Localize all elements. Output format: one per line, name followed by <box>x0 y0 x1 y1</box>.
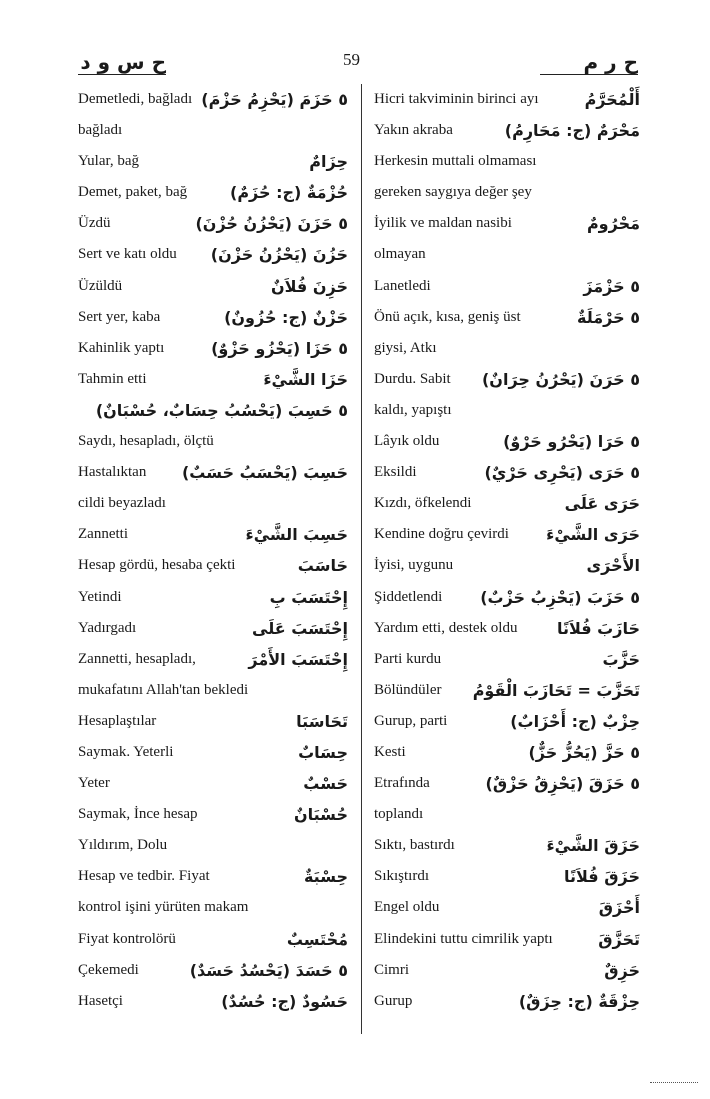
dictionary-entry <box>78 177 348 208</box>
dictionary-entry <box>374 302 640 333</box>
entry-arabic: حَزُنَ (يَحْزُنُ حَزْنَ) <box>210 245 348 265</box>
dictionary-entry <box>374 177 640 208</box>
header-rule-right <box>540 74 638 75</box>
entry-translation: Sıkıştırdı <box>374 868 430 885</box>
entry-arabic: حُزْمَةٌ (ج: حُزَمٌ) <box>230 183 348 203</box>
dictionary-entry <box>78 239 348 270</box>
entry-arabic: إِحْتَسَبَ بِ <box>269 587 348 607</box>
entry-translation: kontrol işini yürüten makam <box>78 899 249 916</box>
dictionary-entry <box>374 582 640 613</box>
page-header <box>0 48 710 76</box>
entry-arabic: حَسُودٌ (ج: حُسُدٌ) <box>221 991 348 1011</box>
entry-translation: Engel oldu <box>374 899 440 916</box>
dictionary-entry <box>374 239 640 270</box>
entry-arabic: حَسْبٌ <box>303 774 348 794</box>
dictionary-entry <box>374 146 640 177</box>
entry-arabic: حَسِبَ (يَحْسَبُ حَسَبٌ) <box>181 463 348 483</box>
entry-arabic: إِحْتَسَبَ الأَمْرَ <box>248 649 348 669</box>
entry-arabic: حَرَى الشَّيْءَ <box>546 525 640 545</box>
entry-translation: Eksildi <box>374 464 417 481</box>
dictionary-entry <box>374 519 640 550</box>
dictionary-entry <box>374 675 640 706</box>
entry-translation: Kahinlik yaptı <box>78 339 165 356</box>
entry-arabic: ٥ حَزَنَ (يَحْزُنُ حُزْنَ) <box>195 214 348 234</box>
entry-translation: Yardım etti, destek oldu <box>374 619 518 636</box>
entry-translation: Hicri takviminin birinci ayı <box>374 91 539 107</box>
entry-arabic: تَحَاسَبَا <box>296 711 348 731</box>
entry-arabic: حَازَبَ فُلاَنًا <box>556 618 640 638</box>
entry-translation: Fiyat kontrolörü <box>78 930 176 947</box>
dictionary-entry <box>78 271 348 302</box>
dictionary-entry <box>78 457 348 488</box>
dictionary-entry <box>78 892 348 923</box>
dictionary-entry <box>78 208 348 239</box>
dictionary-entry <box>78 519 348 550</box>
dictionary-entry <box>78 768 348 799</box>
entry-translation: Zannetti, hesapladı, <box>78 650 196 667</box>
entry-arabic: حَزَقَ الشَّيْءَ <box>546 836 640 856</box>
entry-arabic: حَزِنَ فُلاَنٌ <box>271 276 348 296</box>
entry-arabic: تَحَزَّقَ <box>598 929 640 949</box>
dictionary-entry <box>374 457 640 488</box>
entry-translation: Kesti <box>374 743 406 760</box>
dictionary-entry <box>374 84 640 115</box>
entry-arabic: ٥ حَزَا (يَحْزُو حَزْوٌ) <box>211 338 348 358</box>
entry-translation: Üzüldü <box>78 277 123 294</box>
entry-translation: giysi, Atkı <box>374 339 437 356</box>
entry-translation: mukafatını Allah'tan bekledi <box>78 681 249 698</box>
entry-translation: Sert ve katı oldu <box>78 246 177 263</box>
dictionary-entry <box>374 799 640 830</box>
entry-translation: Hastalıktan <box>78 464 147 481</box>
entry-translation: cildi beyazladı <box>78 495 166 512</box>
dictionary-entry <box>78 426 348 457</box>
entry-arabic: ٥ حَرَى (يَحْرِى حَرْيٌ) <box>484 463 640 483</box>
dictionary-entry <box>78 146 348 177</box>
entry-arabic: ٥ حَرَنَ (يَحْرُنُ حِرَانٌ) <box>481 369 640 389</box>
dictionary-entry <box>374 768 640 799</box>
entry-translation: toplandı <box>374 806 424 823</box>
dictionary-entry <box>78 84 348 115</box>
column-divider <box>361 84 362 1034</box>
entry-arabic: تَحَزَّبَ = تَحَازَبَ الْقَوْمُ <box>472 680 640 700</box>
entry-translation: Şiddetlendi <box>374 588 443 605</box>
dictionary-entry <box>374 644 640 675</box>
dictionary-entry <box>78 550 348 581</box>
entry-arabic: حِزْبٌ (ج: أَحْزَابٌ) <box>510 711 640 731</box>
entry-arabic: أَلْمُحَرَّمُ <box>584 90 640 109</box>
dictionary-entry <box>374 208 640 239</box>
entry-translation: gereken saygıya değer şey <box>374 184 532 201</box>
dictionary-entry <box>78 861 348 892</box>
entry-translation: kaldı, yapıştı <box>374 401 452 418</box>
dictionary-entry <box>374 830 640 861</box>
entry-arabic: ٥ حَزَبَ (يَحْزِبُ حَزْبٌ) <box>480 587 640 607</box>
entry-arabic: ٥ حَزَقَ (يَحْزِقُ حَزْقٌ) <box>485 774 640 794</box>
entry-translation: Hesap ve tedbir. Fiyat <box>78 868 210 885</box>
left-column <box>78 84 348 1017</box>
dictionary-entry <box>374 550 640 581</box>
entry-translation: Hesap gördü, hesaba çekti <box>78 557 236 574</box>
dictionary-entry <box>78 955 348 986</box>
dictionary-entry <box>374 426 640 457</box>
entry-arabic: حَزَّبَ <box>602 649 640 669</box>
entry-arabic: ٥ حَزْمَزَ <box>583 276 640 296</box>
dictionary-entry <box>374 924 640 955</box>
dictionary-entry <box>374 861 640 892</box>
dictionary-entry <box>78 613 348 644</box>
entry-translation: Sıktı, bastırdı <box>374 837 455 854</box>
footer-mark <box>650 1082 698 1083</box>
entry-translation: Hesaplaştılar <box>78 712 157 729</box>
entry-arabic: مَحْرَمٌ (ج: مَحَارِمُ) <box>504 121 640 141</box>
right-column <box>374 84 640 1017</box>
entry-translation: Saydı, hesapladı, ölçtü <box>78 433 214 450</box>
header-right-root: ح ر م <box>583 50 638 74</box>
entry-translation: Durdu. Sabit <box>374 370 451 387</box>
entry-translation: Cimri <box>374 961 410 978</box>
entry-arabic: حِسْبَةٌ <box>303 867 348 887</box>
entry-arabic: ٥ حَسِبَ (يَحْسُبُ حِسَابٌ، حُسْبَانٌ) <box>95 400 348 420</box>
entry-arabic: ٥ حَزَمَ (يَحْزِمُ حَزْمَ) <box>201 90 348 109</box>
dictionary-entry <box>78 582 348 613</box>
entry-translation: olmayan <box>374 246 426 263</box>
entry-translation: Saymak. Yeterli <box>78 743 174 760</box>
dictionary-entry <box>374 333 640 364</box>
entry-translation: Yakın akraba <box>374 122 453 139</box>
entry-arabic: حَزَقَ فُلاَنًا <box>564 867 640 887</box>
entry-translation: Kendine doğru çevirdi <box>374 526 509 543</box>
entry-translation: bağladı <box>78 122 123 139</box>
dictionary-entry <box>78 986 348 1017</box>
entry-translation: Parti kurdu <box>374 650 442 667</box>
entry-translation: Çekemedi <box>78 961 139 978</box>
dictionary-entry <box>374 737 640 768</box>
entry-translation: Önü açık, kısa, geniş üst <box>374 308 521 325</box>
dictionary-entry <box>374 892 640 923</box>
dictionary-entry <box>374 613 640 644</box>
dictionary-entry <box>78 830 348 861</box>
dictionary-entry <box>78 924 348 955</box>
entry-translation: Demetledi, bağladı <box>78 91 193 107</box>
entry-translation: Yular, bağ <box>78 153 140 170</box>
entry-translation: Kızdı, öfkelendi <box>374 495 472 512</box>
entry-arabic: إِحْتَسَبَ عَلَى <box>252 618 348 638</box>
dictionary-entry <box>374 488 640 519</box>
entry-arabic: ٥ حَسَدَ (يَحْسُدُ حَسَدٌ) <box>189 960 348 980</box>
dictionary-entry <box>78 395 348 426</box>
entry-arabic: ٥ حَزَّ (يَحُزُّ حَزٌّ) <box>528 742 640 762</box>
dictionary-entry <box>78 333 348 364</box>
entry-arabic: حَزْنٌ (ج: حُزُونٌ) <box>224 307 348 327</box>
dictionary-entry <box>78 644 348 675</box>
dictionary-entry <box>78 706 348 737</box>
entry-translation: Elindekini tuttu cimrilik yaptı <box>374 930 553 947</box>
entry-translation: Saymak, İnce hesap <box>78 806 198 823</box>
dictionary-entry <box>78 675 348 706</box>
entry-arabic: مَحْرُومٌ <box>586 214 640 234</box>
dictionary-entry <box>374 986 640 1017</box>
entry-arabic: الأَحْرَى <box>586 556 640 576</box>
dictionary-entry <box>374 271 640 302</box>
entry-arabic: حَاسَبَ <box>297 556 348 576</box>
entry-arabic: حَزَا الشَّيْءَ <box>263 369 348 389</box>
dictionary-entry <box>78 115 348 146</box>
entry-translation: Lanetledi <box>374 277 431 294</box>
entry-arabic: حِزْقَةٌ (ج: حِزَقٌ) <box>518 991 640 1011</box>
entry-translation: Demet, paket, bağ <box>78 184 188 201</box>
entry-translation: Gurup, parti <box>374 712 448 729</box>
entry-translation: Bölündüler <box>374 681 442 698</box>
entry-arabic: حِسَابٌ <box>298 742 348 762</box>
entry-translation: Lâyık oldu <box>374 433 440 450</box>
entry-translation: Yadırgadı <box>78 619 137 636</box>
entry-arabic: مُحْتَسِبٌ <box>286 929 348 949</box>
dictionary-entry <box>78 488 348 519</box>
dictionary-entry <box>374 395 640 426</box>
dictionary-entry <box>374 955 640 986</box>
entry-arabic: حِزَامٌ <box>309 152 348 172</box>
dictionary-entry <box>78 364 348 395</box>
entry-translation: Gurup <box>374 992 413 1009</box>
dictionary-entry <box>374 364 640 395</box>
entry-translation: Sert yer, kaba <box>78 308 161 325</box>
dictionary-entry <box>78 799 348 830</box>
entry-translation: Hasetçi <box>78 992 123 1009</box>
entry-translation: Tahmin etti <box>78 370 147 387</box>
dictionary-entry <box>78 737 348 768</box>
entry-arabic: ٥ حَرَا (يَحْرُو حَرْوٌ) <box>503 432 640 452</box>
entry-translation: Üzdü <box>78 215 111 232</box>
entry-translation: Zannetti <box>78 526 128 543</box>
entry-translation: İyilik ve maldan nasibi <box>374 215 512 232</box>
dictionary-entry <box>374 115 640 146</box>
entry-arabic: ٥ حَرْمَلَةٌ <box>577 307 640 327</box>
page-number: 59 <box>343 50 360 69</box>
header-rule-left <box>78 74 166 75</box>
entry-translation: Yıldırım, Dolu <box>78 837 168 854</box>
entry-translation: Etrafında <box>374 775 430 792</box>
entry-arabic: حُسْبَانٌ <box>293 805 348 825</box>
entry-translation: Herkesin muttali olmaması <box>374 153 537 170</box>
entry-translation: Yeter <box>78 775 110 792</box>
header-left-root: ح س و د <box>80 50 166 74</box>
entry-arabic: حَسِبَ الشَّيْءَ <box>245 525 348 545</box>
entry-translation: Yetindi <box>78 588 122 605</box>
dictionary-entry <box>78 302 348 333</box>
entry-arabic: أَحْزَقَ <box>598 898 640 918</box>
dictionary-entry <box>374 706 640 737</box>
entry-arabic: حَرَى عَلَى <box>564 494 640 514</box>
entry-translation: İyisi, uygunu <box>374 557 454 574</box>
entry-arabic: حَزِقٌ <box>604 960 640 980</box>
